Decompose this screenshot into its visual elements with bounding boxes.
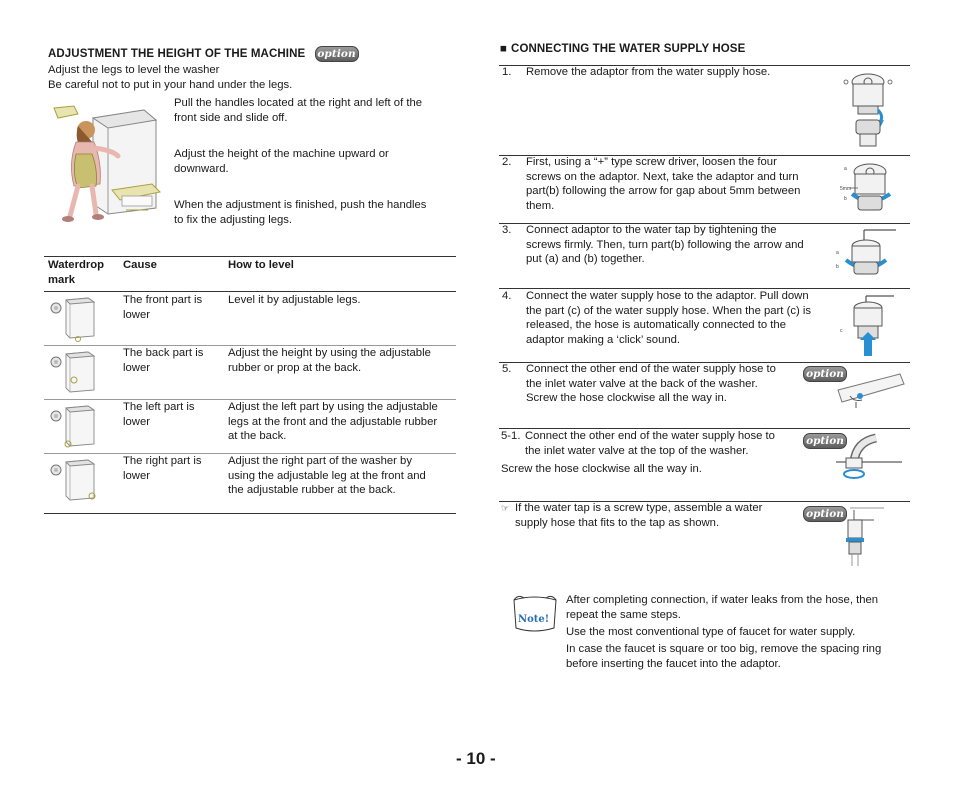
table-top-rule [44,256,456,257]
note-square-faucet: In case the faucet is square or too big, remove the spacing ring before inserting the faucet into the adaptor. [566,643,882,670]
label-a: a [844,166,847,172]
level-left: Adjust the left part by using the adjustable legs at the front and the adjustable rubber at the back. [228,401,438,442]
adaptor-loosen-illustration [838,160,898,218]
label-a: a [836,250,839,256]
level-right: Adjust the right part of the washer by using the adjustable leg at the front and the adjustable rubber at the back. [228,455,426,496]
washer-adjust-illustration [48,96,168,228]
adaptor-remove-illustration [844,72,894,148]
intro-text: Adjust the legs to level the washer Be careful not to put in your hand under the legs. [48,64,293,91]
label-5mm: 5mm [840,186,852,192]
note-leak: After completing connection, if water leaks from the hose, then repeat the same steps. [566,594,879,621]
adjust-height-heading: ADJUSTMENT THE HEIGHT OF THE MACHINE option [48,46,359,62]
adaptor-tap-illustration [834,226,902,284]
cause-back-lower: The back part is lower [123,347,204,374]
screw-tap-illustration [840,504,890,568]
option-badge: option [803,506,847,522]
label-b: b [844,196,847,202]
step-5-1-screw-note: Screw the hose clockwise all the way in. [501,463,702,475]
table-header-rule [44,291,456,292]
table-bottom-rule [44,513,456,514]
water-supply-heading: ■ CONNECTING THE WATER SUPPLY HOSE [500,43,746,55]
waterdrop-mark-back-icon [48,348,100,396]
note-icon [510,594,560,634]
option-badge: option [803,433,847,449]
label-b: b [836,264,839,270]
option-badge: option [315,46,359,62]
note-label: Note! [518,614,550,625]
page-number: - 10 - [456,749,496,768]
cause-right-lower: The right part is lower [123,455,202,482]
instruction-adjust-height: Adjust the height of the machine upward or downward. [174,148,389,175]
waterdrop-mark-left-icon [48,402,100,450]
hose-connect-illustration [838,292,898,358]
waterdrop-mark-front-icon [48,294,100,342]
level-front: Level it by adjustable legs. [228,294,361,306]
back-inlet-valve-illustration [836,366,908,410]
header-waterdrop-mark: Waterdrop mark [48,259,105,286]
option-badge: option [803,366,847,382]
pointing-hand-icon: ☞ [501,503,510,513]
waterdrop-mark-right-icon [48,456,100,504]
label-c: c [840,328,843,334]
note-faucet-type: Use the most conventional type of faucet for water supply. [566,626,856,638]
cause-left-lower: The left part is lower [123,401,195,428]
header-cause: Cause [123,259,157,271]
level-back: Adjust the height by using the adjustable rubber or prop at the back. [228,347,431,374]
instruction-pull-handles: Pull the handles located at the right and left of the front side and slide off. [174,97,423,124]
instruction-push-handles: When the adjustment is finished, push the handles to fix the adjusting legs. [174,199,427,226]
cause-front-lower: The front part is lower [123,294,203,321]
top-inlet-valve-illustration [836,432,906,484]
header-how-to-level: How to level [228,259,294,271]
